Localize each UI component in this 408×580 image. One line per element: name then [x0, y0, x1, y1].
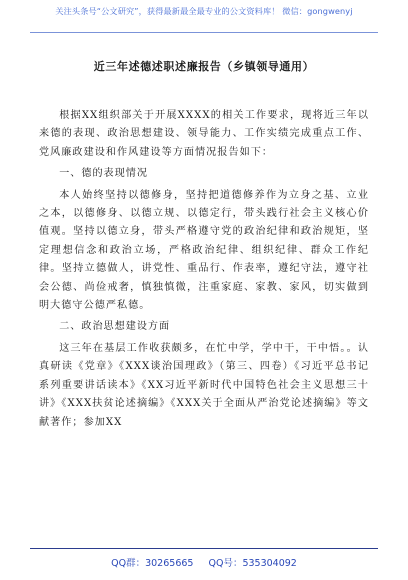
- top-banner: 关注头条号“公文研究”，获得最新最全最专业的公文资料库！ 微信：gongwenyj: [55, 6, 353, 16]
- section-heading-2: 二、政治思想建设方面: [59, 321, 171, 333]
- paragraph-section-1: 本人始终坚持以德修身，坚持把道德修养作为立身之基、立业之本，以德修身、以德立规、以德定行，带头践行社会主义核心价值观。坚持以德立身，带头严格遵守党的政治纪律和政治规矩，坚定理想信念和政治立场，严格政治纪律、组织纪律、群众工作纪律。坚持立德做人，讲党性、重品行、作表率，遵纪守法，遵守社会公德、尚俭戒奢，慎独慎微，注重家庭、家教、家风，切实做到明大德守公德严私德。: [39, 189, 369, 312]
- document-body: [39, 58, 369, 435]
- paragraph-section-2: 这三年在基层工作收获颇多，在忙中学，学中干，干中悟。。认真研读《党章》《XXX谈治国理政》（第三、四卷）《习近平总书记系列重要讲话读本》《XX习近平新时代中国特色社会主义思想三十讲》《XXX扶贫论述摘编》《XXX关于全面从严治党论述摘编》等文献著作；参加XX: [39, 342, 369, 428]
- footer-qq-number: QQ号：535304092: [208, 558, 297, 569]
- footer-qq-group: QQ群：30265665: [111, 558, 194, 569]
- footer: [0, 555, 408, 569]
- document-title: 近三年述德述职述廉报告（乡镇领导通用）: [93, 60, 315, 73]
- footer-divider: [30, 548, 378, 549]
- section-heading-1: 一、德的表现情况: [59, 168, 148, 180]
- header-divider: [30, 32, 378, 33]
- paragraph-intro: 根据XX组织部关于开展XXXX的相关工作要求，现将近三年以来德的表现、政治思想建设、领导能力、工作实绩完成重点工作、党风廉政建设和作风建设等方面情况报告如下：: [39, 110, 369, 158]
